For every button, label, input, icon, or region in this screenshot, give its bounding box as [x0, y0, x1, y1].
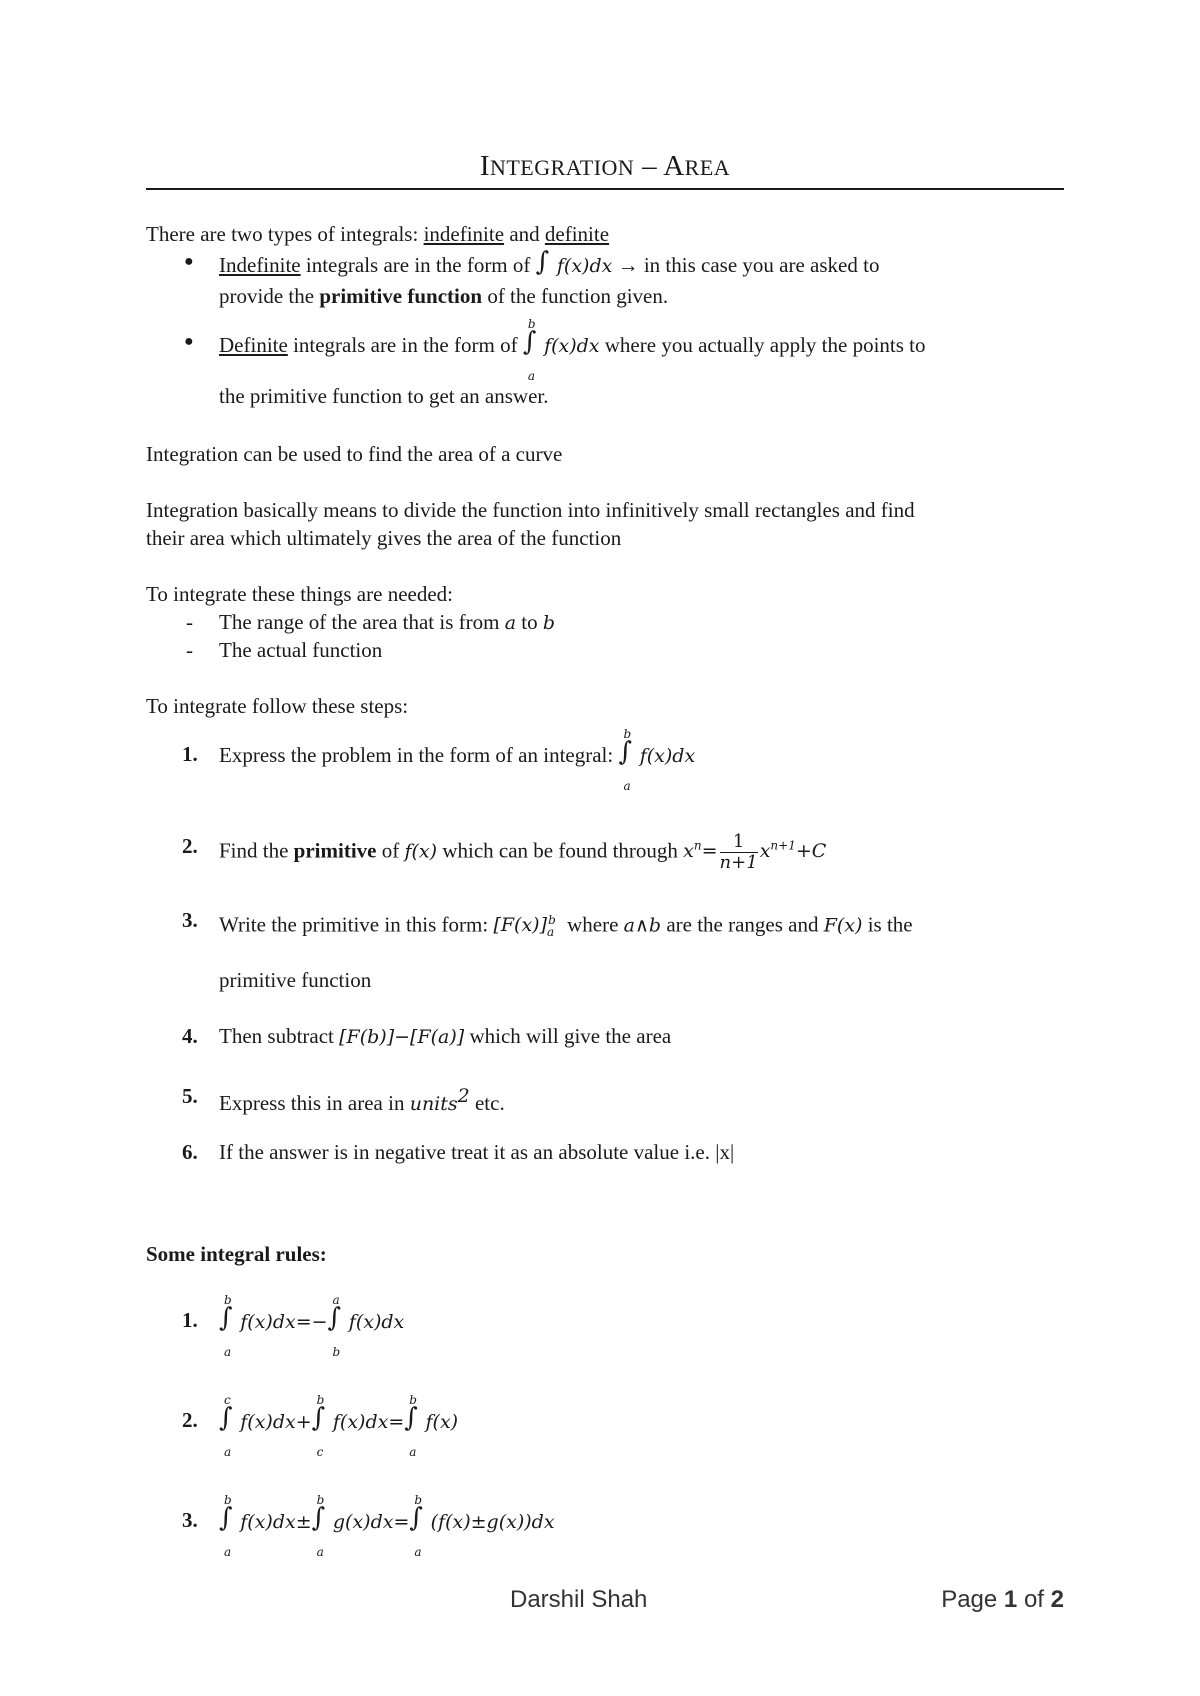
step-6: If the answer is in negative treat it as an absolute value i.e. |x|	[219, 1140, 735, 1164]
integral-sign-icon: ∫ b a	[409, 1493, 423, 1559]
page-title: INTEGRATION – AREA	[479, 150, 731, 182]
needed-item-function: The actual function	[219, 638, 383, 662]
step-3: Write the primitive in this form: $[F(x)]_a^b$ where a∧b are the ranges and F(x) is the	[219, 912, 913, 940]
integral-sign-icon: ∫ a b	[327, 1293, 342, 1359]
bullet-definite-line2: the primitive function to get an answer.	[219, 384, 549, 408]
paragraph-explanation: Integration basically means to divide the function into infinitively small rectangles and find	[146, 498, 915, 522]
step-number: 1.	[182, 742, 198, 766]
bullet-indefinite-line2: provide the primitive function of the function given.	[219, 284, 669, 308]
integral-sign-icon: ∫ b a	[404, 1393, 418, 1459]
paragraph-explanation-line2: their area which ultimately gives the area of the function	[146, 526, 622, 550]
step-4: Then subtract [F(b)]−[F(a)] which will give the area	[219, 1024, 672, 1048]
integral-sign-icon: ∫ b a	[311, 1493, 326, 1559]
rule-number: 3.	[182, 1508, 198, 1532]
step-5: Express this in area in units$^2$ etc.	[219, 1085, 505, 1115]
step-number: 2.	[182, 834, 198, 858]
rule-3: ∫ b a f(x)dx± ∫ b a g(x)dx= ∫ b a (f(x)±g(x))dx	[219, 1493, 555, 1559]
footer-page-number: Page 1 of 2	[941, 1586, 1064, 1613]
step-number: 4.	[182, 1024, 198, 1048]
step-1: Express the problem in the form of an integral: ∫ b a f(x)dx	[219, 727, 696, 793]
bullet-icon: ●	[184, 333, 194, 350]
integral-sign-icon: ∫ b a	[219, 1493, 233, 1559]
dash-icon: -	[186, 638, 193, 662]
step-2: Find the primitive of f(x) which can be found through $x^n=$ $\frac{1}{n+1}$ $x^{n+1}+C$	[219, 831, 827, 874]
bullet-definite: Definite integrals are in the form of ∫ b a f(x)dx where you actually apply the points to	[219, 317, 926, 383]
steps-heading: To integrate follow these steps:	[146, 694, 409, 718]
integral-sign-icon: ∫ b c	[311, 1393, 326, 1459]
integral-sign-icon: ∫ b a	[219, 1293, 233, 1359]
step-number: 6.	[182, 1140, 198, 1164]
rule-number: 2.	[182, 1408, 198, 1432]
rule-2: ∫ c a f(x)dx+ ∫ b c f(x)dx= ∫ b a f(x)	[219, 1393, 459, 1459]
step-number: 5.	[182, 1084, 198, 1108]
integral-sign-icon: ∫	[535, 247, 550, 277]
rule-number: 1.	[182, 1308, 198, 1332]
fraction: $\frac{1}{n+1}$	[719, 831, 758, 874]
bullet-indefinite: Indefinite integrals are in the form of ∫ f(x)dx → in this case you are asked to	[219, 250, 879, 280]
document-page	[146, 0, 1064, 1696]
rules-heading: Some integral rules:	[146, 1242, 327, 1266]
paragraph-area: Integration can be used to find the area of a curve	[146, 442, 563, 466]
needed-heading: To integrate these things are needed:	[146, 582, 453, 606]
dash-icon: -	[186, 610, 193, 634]
intro-paragraph: There are two types of integrals: indefinite and definite	[146, 222, 610, 246]
integral-sign-icon: ∫ c a	[219, 1393, 233, 1459]
title-rule	[146, 188, 1064, 190]
step-number: 3.	[182, 908, 198, 932]
rule-1: ∫ b a f(x)dx=− ∫ a b f(x)dx	[219, 1293, 405, 1359]
needed-item-range: The range of the area that is from a to b	[219, 610, 556, 634]
footer-author: Darshil Shah	[510, 1586, 648, 1613]
step-3-line2: primitive function	[219, 968, 372, 992]
integral-sign-icon: ∫ b a	[522, 317, 537, 383]
integral-sign-icon: ∫ b a	[618, 727, 633, 793]
bullet-icon: ●	[184, 253, 194, 270]
